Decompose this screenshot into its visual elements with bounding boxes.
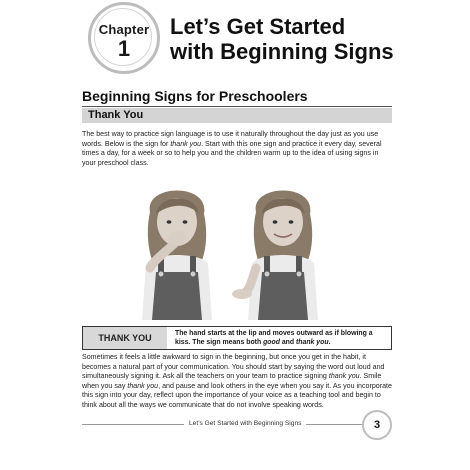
practice-emphasis-1: thank you bbox=[328, 372, 360, 381]
chapter-title bbox=[170, 14, 460, 64]
intro-paragraph bbox=[82, 130, 394, 168]
intro-text-1: The best way to practice sign language is to use it naturally throughout the day just as you use words. Below is the sign for bbox=[82, 130, 379, 148]
sign-description bbox=[175, 330, 387, 347]
photo-sign-end bbox=[226, 172, 336, 320]
chapter-title-line-2: with Beginning Signs bbox=[170, 39, 394, 64]
chapter-title-line-1: Let’s Get Started bbox=[170, 14, 346, 39]
sign-caption-box bbox=[82, 326, 392, 350]
practice-paragraph bbox=[82, 353, 394, 411]
intro-text-2: . Start with this one sign and practice it every day, several times a day, for a week or so to help you and the children warm up to the idea of using signs in your preschool class. bbox=[82, 139, 382, 167]
practice-text-1: Sometimes it feels a little awkward to sign in the beginning, but once you get in the habit, it becomes a natural part of your communication. You should start by saying the word out loud and simultaneously signing it. Ask all the teachers on your team to practice signing bbox=[82, 353, 385, 381]
page-number: 3 bbox=[362, 410, 392, 440]
chapter-badge bbox=[88, 2, 160, 74]
intro-emphasis: thank you bbox=[170, 139, 202, 148]
subsection-title: Thank You bbox=[88, 109, 144, 121]
chapter-number: 1 bbox=[117, 36, 131, 61]
caption-text-2: and bbox=[279, 338, 297, 346]
practice-emphasis-2: thank you bbox=[127, 381, 159, 390]
subsection-bar bbox=[82, 108, 392, 123]
running-footer-title: Let’s Get Started with Beginning Signs bbox=[184, 420, 306, 427]
section-heading: Beginning Signs for Preschoolers bbox=[82, 88, 308, 104]
photo-sign-start bbox=[122, 172, 232, 320]
sign-name-label: THANK YOU bbox=[83, 327, 167, 349]
chapter-label: Chapter bbox=[98, 22, 150, 37]
section-divider bbox=[82, 106, 392, 107]
caption-emphasis-2: thank you bbox=[296, 338, 329, 346]
practice-text-3: , and pause and look others in the eye when you say it. As you incorporate this sign into your day, reflect upon the importance of your voice as a teaching tool and begin to think about all the ways we communicate that do not involve speaking words. bbox=[82, 381, 392, 409]
caption-emphasis-1: good bbox=[263, 338, 280, 346]
caption-text-3: . bbox=[328, 338, 331, 346]
practice-text-2: . Smile when you say bbox=[82, 372, 382, 390]
caption-text-1: The hand starts at the lip and moves outward as if blowing a kiss. The sign means both bbox=[175, 330, 373, 346]
